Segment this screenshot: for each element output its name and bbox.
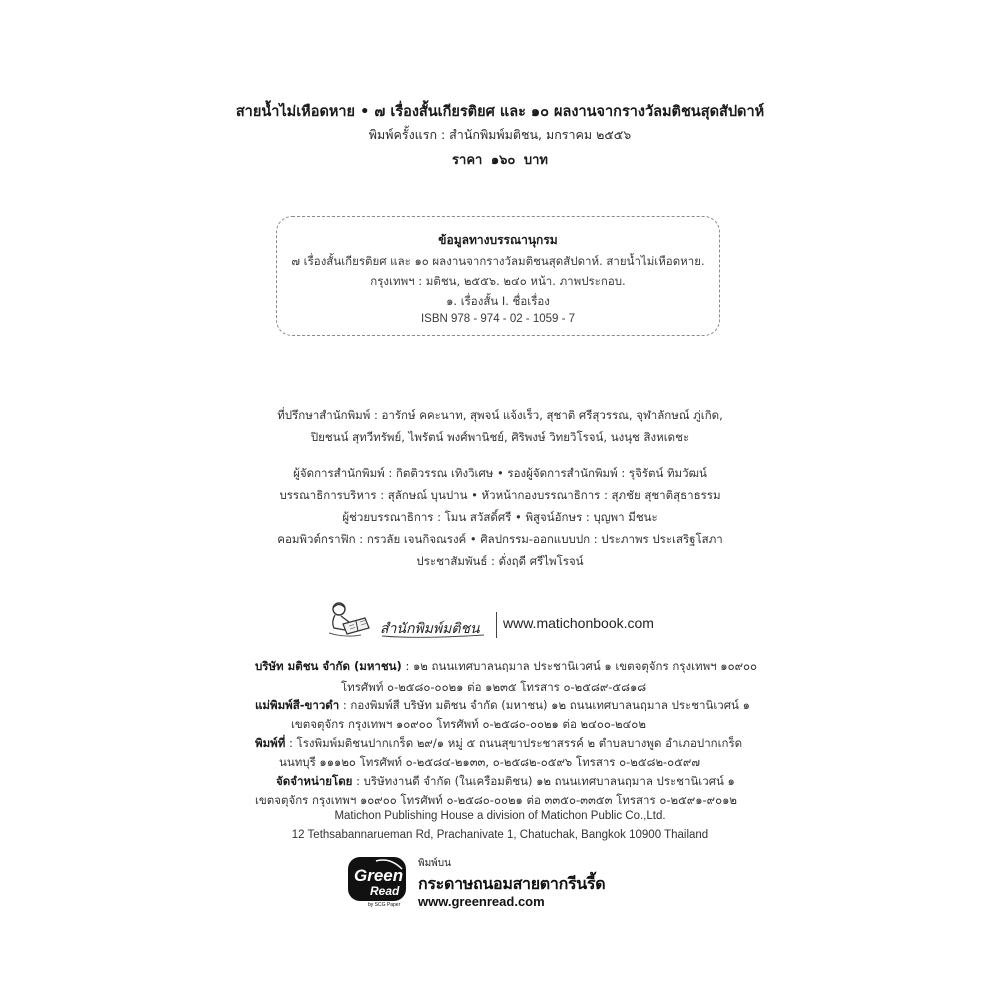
distributor-phone: เขตจตุจักร กรุงเทพฯ ๑๐๙๐๐ โทรศัพท์ ๐-๒๕๘๐-๐๐๒๑ ต่อ ๓๓๕๐-๓๓๕๓ โทรสาร ๐-๒๕๙๑-๙๐๑๒ <box>255 793 737 807</box>
printer-address: : โรงพิมพ์มติชนปากเกร็ด ๒๙/๑ หมู่ ๕ ถนนสุขาประชาสรรค์ ๒ ตำบลบางพูด อำเภอปากเกร็ด <box>288 736 743 750</box>
english-publisher-line: Matichon Publishing House a division of Matichon Public Co.,Ltd. <box>334 810 666 822</box>
logo-divider <box>496 612 497 638</box>
print-edition-info: พิมพ์ครั้งแรก : สำนักพิมพ์มติชน, มกราคม ๒๕๕๖ <box>368 127 632 142</box>
green-read-logo-icon <box>346 855 410 907</box>
paper-name: กระดาษถนอมสายตากรีนรี้ด <box>418 874 606 893</box>
price-label: ราคา ๑๖๐ บาท <box>452 153 548 168</box>
staff-credit-line: คอมพิวต์กราฟิก : กรวลัย เจนกิจณรงค์ • ศิลปกรรม-ออกแบบปก : ประภาพร ประเสริฐโสภา <box>277 532 723 546</box>
staff-credit-line: ผู้ช่วยบรรณาธิการ : โมน สวัสดิ์ศรี • พิสูจน์อักษร : บุญพา มีชนะ <box>342 510 658 524</box>
distributor-info <box>276 773 735 791</box>
english-address-line: 12 Tethsabannarueman Rd, Prachanivate 1, Chatuchak, Bangkok 10900 Thailand <box>291 829 709 841</box>
cataloging-heading: ข้อมูลทางบรรณานุกรม <box>438 233 558 247</box>
company-info <box>255 658 757 676</box>
svg-text:by SCG Paper: by SCG Paper <box>368 902 401 907</box>
svg-text:Green: Green <box>354 866 404 885</box>
company-label: บริษัท มติชน จำกัด (มหาชน) <box>255 659 402 673</box>
staff-credit-line: ผู้จัดการสำนักพิมพ์ : กิตติวรรณ เทิงวิเศษ • รองผู้จัดการสำนักพิมพ์ : รุจิรัตน์ ทิมวัฒน์ <box>293 466 707 480</box>
printed-on-label: พิมพ์บน <box>418 858 451 869</box>
svg-text:สำนักพิมพ์มติชน: สำนักพิมพ์มติชน <box>380 621 480 637</box>
plates-phone: เขตจตุจักร กรุงเทพฯ ๑๐๙๐๐ โทรศัพท์ ๐-๒๕๘๐-๐๐๒๑ ต่อ ๒๔๐๐-๒๔๐๒ <box>291 717 646 731</box>
distributor-label: จัดจำหน่ายโดย <box>276 774 353 788</box>
isbn-line: ISBN 978 - 974 - 02 - 1059 - 7 <box>420 313 576 325</box>
advisors-line: ปิยชนน์ สุทวีทรัพย์, ไพรัตน์ พงศ์พานิชย์, ศิริพงษ์ วิทยวิโรจน์, นงนุช สิงหเดชะ <box>310 430 690 444</box>
cataloging-line: ๗ เรื่องสั้นเกียรติยศ และ ๑๐ ผลงานจากรางวัลมติชนสุดสัปดาห์. สายน้ำไม่เหือดหาย. <box>291 254 705 268</box>
cataloging-line: กรุงเทพฯ : มติชน, ๒๕๕๖. ๒๔๐ หน้า. ภาพประกอบ. <box>370 274 626 288</box>
staff-credit-line: ประชาสัมพันธ์ : ดั่งฤดี ศรีไพโรจน์ <box>416 554 584 568</box>
plates-label: แม่พิมพ์สี-ขาวดำ <box>255 698 340 712</box>
company-address: : ๑๒ ถนนเทศบาลนฤมาล ประชานิเวศน์ ๑ เขตจตุจักร กรุงเทพฯ ๑๐๙๐๐ <box>405 659 758 673</box>
publisher-script-logo <box>380 614 490 640</box>
publisher-website: www.matichonbook.com <box>503 615 654 631</box>
greenread-website: www.greenread.com <box>418 894 545 909</box>
cataloging-line: ๑. เรื่องสั้น I. ชื่อเรื่อง <box>446 294 550 308</box>
cataloging-data-box <box>276 216 720 336</box>
plates-address: : กองพิมพ์สี บริษัท มติชน จำกัด (มหาชน) ๑๒ ถนนเทศบาลนฤมาล ประชานิเวศน์ ๑ <box>342 698 750 712</box>
reading-figure-logo-icon <box>325 600 373 638</box>
company-phone: โทรศัพท์ ๐-๒๕๘๐-๐๐๒๑ ต่อ ๑๒๓๕ โทรสาร ๐-๒๕๘๙-๕๘๑๘ <box>341 680 647 694</box>
svg-text:Read: Read <box>370 884 400 898</box>
printer-label: พิมพ์ที่ <box>255 736 286 750</box>
plates-info <box>255 697 750 715</box>
distributor-address: : บริษัทงานดี จำกัด (ในเครือมติชน) ๑๒ ถนนเทศบาลนฤมาล ประชานิเวศน์ ๑ <box>356 774 735 788</box>
book-title: สายน้ำไม่เหือดหาย • ๗ เรื่องสั้นเกียรติยศ และ ๑๐ ผลงานจากรางวัลมติชนสุดสัปดาห์ <box>235 104 765 120</box>
printer-info <box>255 735 742 753</box>
printer-phone: นนทบุรี ๑๑๑๒๐ โทรศัพท์ ๐-๒๕๘๔-๒๑๓๓, ๐-๒๕๘๒-๐๕๙๖ โทรสาร ๐-๒๕๘๒-๐๕๙๗ <box>279 755 700 769</box>
advisors-line: ที่ปรึกษาสำนักพิมพ์ : อารักษ์ คคะนาท, สุพจน์ แจ้งเร็ว, สุชาติ ศรีสุวรรณ, จุฬาลักษณ์ ภู่เกิด, <box>277 408 723 422</box>
staff-credit-line: บรรณาธิการบริหาร : สุลักษณ์ บุนปาน • หัวหน้ากองบรรณาธิการ : สุภชัย สุชาติสุธาธรรม <box>279 488 721 502</box>
